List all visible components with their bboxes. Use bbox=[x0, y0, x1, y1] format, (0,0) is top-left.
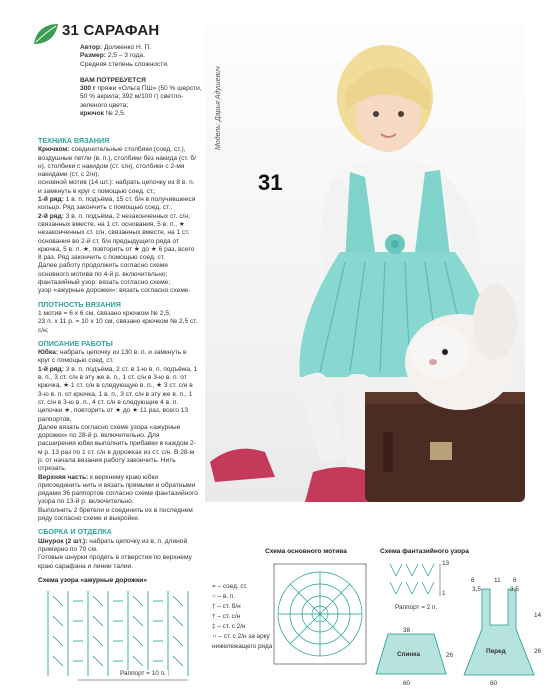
strap-dim-c: 6 bbox=[513, 577, 517, 584]
row1-label: 1-й ряд: bbox=[38, 196, 64, 204]
assembly-heading: СБОРКА И ОТДЕЛКА bbox=[38, 527, 112, 537]
legend-item: ○ – в. п. bbox=[212, 593, 236, 600]
row2-label: 2-й ряд: bbox=[38, 212, 64, 220]
motif-text: основной мотив (14 шт.): набрать цепочку из 8 в. п. и замкнуть в круг с помощью соед. ст.; bbox=[38, 179, 195, 195]
technique-continue: Далее работу продолжить согласно схеме основного мотива по 4-й р. включительно; bbox=[38, 262, 168, 278]
motif-diagram-title: Схема основного мотива bbox=[265, 548, 347, 555]
leaf-icon bbox=[32, 22, 60, 46]
size-value: 2,5 – 3 года. bbox=[107, 52, 145, 60]
author-value: Долженко Н. П. bbox=[103, 44, 152, 51]
front-side-bottom-dim: 26 bbox=[534, 648, 542, 655]
hook-technique-label: Крючком: bbox=[38, 146, 70, 154]
legend-symbol: † bbox=[212, 613, 216, 620]
density-line2: 23 п. х 11 р. = 10 х 10 см, связано крючком № 2,5 ст. с/н; bbox=[38, 318, 198, 334]
fancy-diagram-title: Схема фантазийного узора bbox=[380, 548, 469, 555]
fancy-one: 1 bbox=[442, 590, 446, 597]
strap-dim-d: 3,5 bbox=[472, 586, 481, 593]
top-text: к верхнему краю юбки присоединить нить и вязать прямыми и обратными рядами 36 раппортов согласно схеме фантазийного узора по 13-й р. включительно. bbox=[38, 473, 198, 506]
legend-item: ∩ – ст. с 2/н за арку нижележащего ряда bbox=[212, 633, 273, 650]
density-line1: 1 мотив = 6 х 6 см, связано крючком № 2,5; bbox=[38, 309, 171, 317]
back-side-dim: 26 bbox=[446, 652, 454, 659]
cord-label: Шнурок (2 шт.): bbox=[38, 537, 88, 545]
legend-symbol: † bbox=[212, 603, 216, 610]
density-heading: ПЛОТНОСТЬ ВЯЗАНИЯ bbox=[38, 299, 121, 309]
cord-text: набрать цепочку из в. п. длиной примерно по 70 см. bbox=[38, 537, 188, 553]
work-continue: Далее вязать согласно схеме узора «ажурные дорожки» по 28-й р. включительно. Для расширения юбки выполнить прибавки в каждом 2-м р. 13 раз по 1 ст. с/н в дорожках из ст. с/н. В 28-м р. от начала вязания работу закончить. Нить отрезать. bbox=[38, 423, 196, 473]
model-number: 31 bbox=[258, 170, 283, 195]
legend bbox=[212, 582, 274, 652]
work-row1-text: 3 в. п. подъёма, 2 ст. в 1-ю в. п. подъёма, 1 в. п., 3 ст. с/н в эту же в. п., 1 ст. с/н в 3-ю в. п. от крючка, ★ 1 ст. с/н в следующую в. п., ★ 3 ст. с/н в 3-ю в. п. от крючка, 1 в. п., 3 ст. с/н в эту же в. п., 1 ст. с/н в 3-ю в. п., 4 ст. с/н в следующие 4 в. п. цепочки ★, повторить от ★ до ★ 11 раз, всего 13 раппортов. bbox=[38, 365, 198, 423]
fancy-repeat: Раппорт = 2 п. bbox=[395, 604, 438, 611]
straps-text: Выполнить 2 бретели и соединить их в последнем ряду согласно схеме и выкройке. bbox=[38, 506, 193, 523]
difficulty: Средняя степень сложности. bbox=[80, 60, 169, 68]
work-heading: ОПИСАНИЕ РАБОТЫ bbox=[38, 338, 113, 348]
meta-block bbox=[80, 44, 210, 118]
page-title: 31 САРАФАН bbox=[62, 22, 160, 39]
hook-label: крючок bbox=[80, 110, 104, 118]
hook-technique-text: соединительные столбики (соед. ст.), воздушные петли (в. п.), столбики без накида (ст. б/н), столбики с накидом (ст. с/н), столбики с 2-мя накидами (ст. с 2/н); bbox=[38, 146, 196, 179]
legend-item: † – ст. с/н bbox=[212, 613, 241, 620]
legend-symbol: ‡ bbox=[212, 623, 216, 630]
author-label: Автор: bbox=[80, 44, 103, 51]
paths-repeat: Раппорт = 10 п. bbox=[120, 670, 166, 677]
front-side-top-dim: 14 bbox=[534, 612, 542, 619]
hook-text: № 2,5. bbox=[105, 110, 126, 118]
product-photo bbox=[205, 22, 525, 502]
skirt-label: Юбка: bbox=[38, 349, 59, 357]
yarn-text: пряжи «Ольга ПШ» (50 % шерсти, 50 % акрила; 392 м/100 г) светло-зеленого цвета; bbox=[80, 85, 202, 109]
front-pattern bbox=[460, 585, 540, 680]
top-label: Верхняя часть: bbox=[38, 473, 89, 481]
paths-text: узор «ажурные дорожки»: вязать согласно схеме. bbox=[38, 287, 191, 295]
yarn-amount: 300 г bbox=[80, 85, 96, 93]
technique-heading: ТЕХНИКА ВЯЗАНИЯ bbox=[38, 136, 110, 145]
back-top-dim: 38 bbox=[403, 627, 411, 634]
strap-dim-a: 6 bbox=[471, 577, 475, 584]
row1-text: 1 в. п. подъёма, 15 ст. б/н в получившееся кольцо. Ряд закончить с помощью соед. ст.; bbox=[38, 196, 196, 212]
fancy-text: фантазийный узор: вязать согласно схеме; bbox=[38, 279, 171, 287]
front-bottom-dim: 60 bbox=[490, 680, 498, 687]
materials-heading: ВАМ ПОТРЕБУЕТСЯ bbox=[80, 76, 146, 84]
paths-diagram-title: Схема узора «ажурные дорожки» bbox=[38, 577, 147, 584]
work-row1-label: 1-й ряд: bbox=[38, 365, 64, 373]
back-bottom-dim: 60 bbox=[403, 680, 411, 687]
legend-item: ‡ – ст. с 2/н bbox=[212, 623, 246, 630]
instructions-column bbox=[38, 132, 198, 571]
model-credit: Модель: Дарья Адушевич bbox=[215, 66, 222, 150]
size-label: Размер: bbox=[80, 52, 106, 60]
front-label: Перед bbox=[486, 648, 506, 655]
legend-symbol: ○ bbox=[212, 593, 216, 600]
legend-symbol: = bbox=[212, 583, 216, 590]
photo-illustration bbox=[205, 22, 525, 502]
finish-text: Готовые шнурки продеть в отверстия по верхнему краю сарафана и линии талии. bbox=[38, 554, 192, 570]
row2-text: 3 в. п. подъёма, 2 незаконченных ст. с/н, связанных вместе, на 1 ст. основания, 5 в. п., ★ незаконченных ст. с/н, связанных вместе, на 1 ст. основания во 2-й ст. б/н предыдущего ряда от крючка, 5 в. п. ★, повторить от ★ до ★ 6 раз, всего 8 раз. Ряд закончить с помощью соед. ст. bbox=[38, 212, 195, 262]
legend-item: † – ст. б/н bbox=[212, 603, 241, 610]
back-label: Спинка bbox=[397, 651, 421, 658]
legend-item: = – соед. ст. bbox=[212, 583, 248, 590]
fancy-rows: 13 bbox=[442, 560, 450, 567]
skirt-text: набрать цепочку из 130 в. п. и замкнуть в круг с помощью соед. ст. bbox=[38, 349, 187, 365]
strap-dim-e: 3,5 bbox=[510, 586, 519, 593]
strap-dim-b: 11 bbox=[494, 577, 501, 584]
motif-diagram bbox=[270, 560, 370, 670]
legend-symbol: ∩ bbox=[212, 633, 217, 640]
